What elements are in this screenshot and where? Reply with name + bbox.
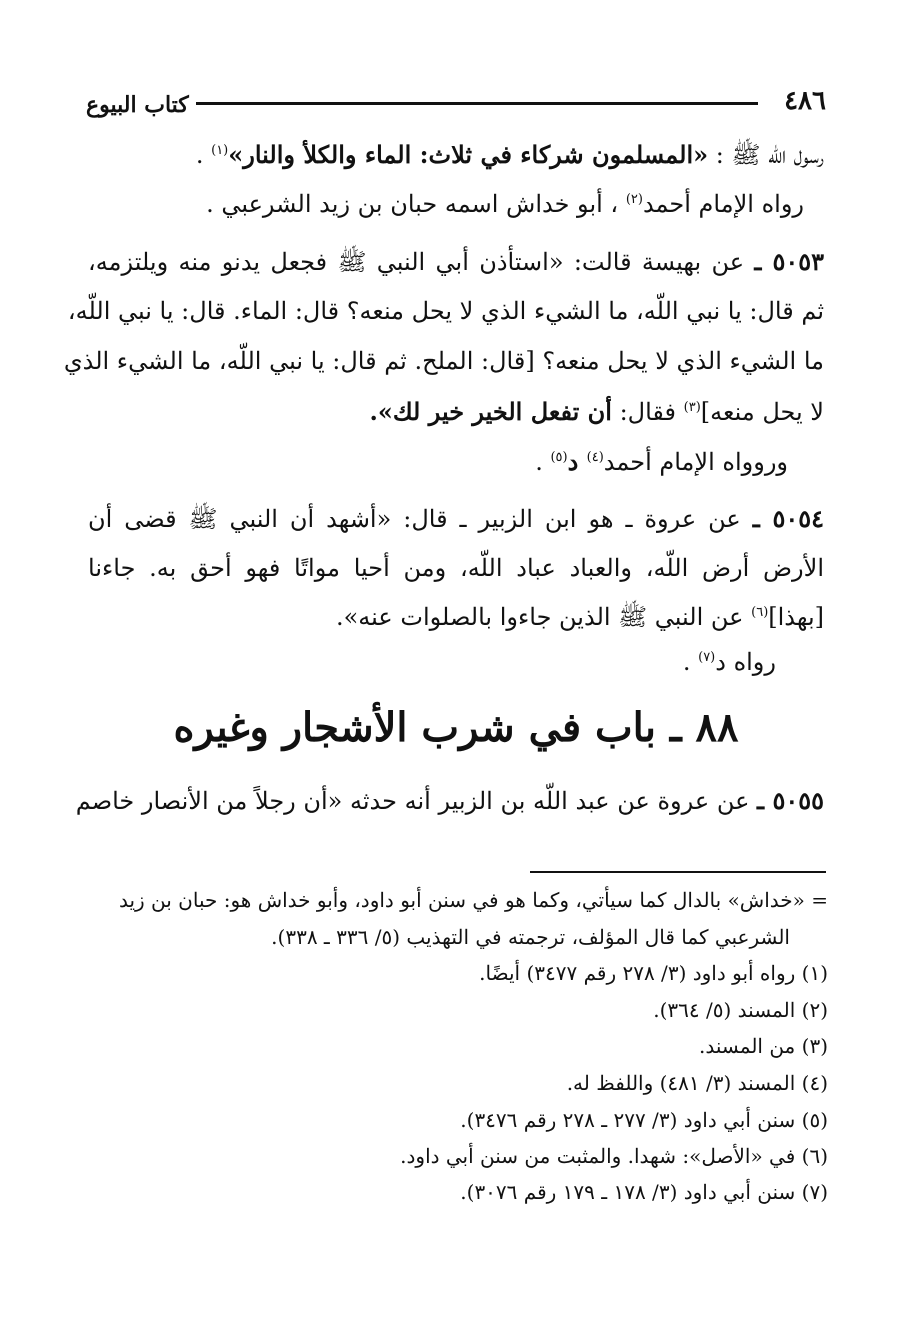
- text-span: [بهذا]: [768, 603, 824, 631]
- text-span: عن عروة ـ هو ابن الزبير ـ قال: «أشهد أن النبي ﷺ قضى أن: [88, 505, 753, 533]
- hadith-5053-line-4: [88, 397, 824, 426]
- footnote-3: (٣) من المسند.: [699, 1034, 828, 1058]
- footnote-continuation-line-2: الشرعبي كما قال المؤلف، ترجمته في التهذيب (٥/ ٣٣٦ ـ ٣٣٨).: [271, 925, 790, 949]
- hadith-prev-line-1: [88, 140, 824, 175]
- text-span: .: [535, 448, 551, 476]
- footnote-ref: (٣): [683, 400, 701, 415]
- page-header: [86, 84, 826, 124]
- footnote-ref: (٥): [550, 450, 568, 465]
- hadith-5054-line-4: [88, 648, 776, 676]
- text-span: رواه الإمام أحمد: [642, 190, 804, 218]
- text-span: وروواه الإمام أحمد: [603, 448, 788, 476]
- footnote-6: (٦) في «الأصل»: شهدا. والمثبت من سنن أبي داود.: [400, 1144, 828, 1168]
- text-span: الأرض أرض اللّه، والعباد عباد اللّه، ومن أحيا مواتًا فهو أحق به. جاءنا: [88, 554, 824, 582]
- text-span: ، أبو خداش اسمه حبان بن زيد الشرعبي .: [206, 190, 626, 218]
- text-span: ما الشيء الذي لا يحل منعه؟ [قال: الملح. ثم قال: يا نبي اللّه، ما الشيء الذي: [63, 347, 824, 375]
- hadith-number: ٥٠٥٤ ـ: [752, 504, 825, 533]
- text-span: عن عروة عن عبد اللّه بن الزبير أنه حدثه «أن رجلاً من الأنصار خاصم: [75, 787, 758, 815]
- hadith-number: ٥٠٥٥ ـ: [757, 786, 824, 815]
- footnote-ref: (٧): [698, 650, 716, 665]
- text-span: ثم قال: يا نبي اللّه، ما الشيء الذي لا يحل منعه؟ قال: الماء. قال: يا نبي اللّه،: [67, 297, 824, 325]
- page-number: ٤٨٦: [784, 86, 826, 116]
- hadith-5053-line-1: [88, 247, 824, 282]
- footnote-1: (١) رواه أبو داود (٣/ ٢٧٨ رقم ٣٤٧٧) أيضًا.: [479, 961, 828, 985]
- text-span: رواه د: [715, 648, 776, 676]
- text-span: عن بهيسة قالت: «استأذن أبي النبي ﷺ فجعل يدنو منه ويلتزمه،: [88, 248, 755, 276]
- chapter-heading: ٨٨ ـ باب في شرب الأشجار وغيره: [173, 704, 739, 751]
- hadith-5053-line-5: [88, 447, 788, 476]
- text-span: .: [682, 648, 699, 676]
- hadith-5055-line-1: [75, 786, 824, 815]
- footnote-2: (٢) المسند (٥/ ٣٦٤).: [653, 998, 828, 1022]
- footnote-divider: [530, 871, 826, 873]
- text-span: د: [567, 447, 587, 476]
- hadith-prev-line-2: [88, 190, 804, 218]
- footnote-4: (٤) المسند (٣/ ٤٨١) واللفظ له.: [566, 1071, 828, 1095]
- hadith-5054-line-3: [88, 602, 824, 637]
- hadith-number: ٥٠٥٣ ـ: [754, 247, 824, 276]
- footnote-ref: (١): [211, 143, 229, 158]
- hadith-5053-line-2: [67, 297, 824, 325]
- hadith-5054-line-2: [88, 554, 824, 582]
- text-span: فقال:: [611, 398, 684, 426]
- footnote-continuation-line-1: = «خداش» بالدال كما سيأتي، وكما هو في سنن أبو داود، وأبو خداش هو: حبان بن زيد: [118, 888, 828, 912]
- book-title: كتاب البيوع: [86, 92, 189, 118]
- hadith-quote: «المسلمون شركاء في ثلاث: الماء والكلأ والنار»: [228, 140, 709, 169]
- footnote-7: (٧) سنن أبي داود (٣/ ١٧٨ ـ ١٧٩ رقم ٣٠٧٦).: [460, 1180, 828, 1204]
- text-span: .: [195, 141, 212, 169]
- hadith-5053-line-3: [63, 347, 824, 375]
- footnote-ref: (٤): [586, 450, 604, 465]
- footnote-ref: (٦): [751, 605, 769, 620]
- text-span: عن النبي ﷺ الذين جاءوا بالصلوات عنه».: [335, 603, 752, 631]
- text-span: لا يحل منعه]: [700, 398, 824, 426]
- hadith-5054-line-1: [88, 504, 824, 539]
- footnote-ref: (٢): [625, 192, 643, 207]
- footnote-5: (٥) سنن أبي داود (٣/ ٢٧٧ ـ ٢٧٨ رقم ٣٤٧٦).: [460, 1108, 828, 1132]
- header-rule: [196, 102, 758, 105]
- text-span: رسول اللّه ﷺ :: [708, 141, 824, 169]
- hadith-quote: أن تفعل الخير خير لك».: [369, 397, 612, 426]
